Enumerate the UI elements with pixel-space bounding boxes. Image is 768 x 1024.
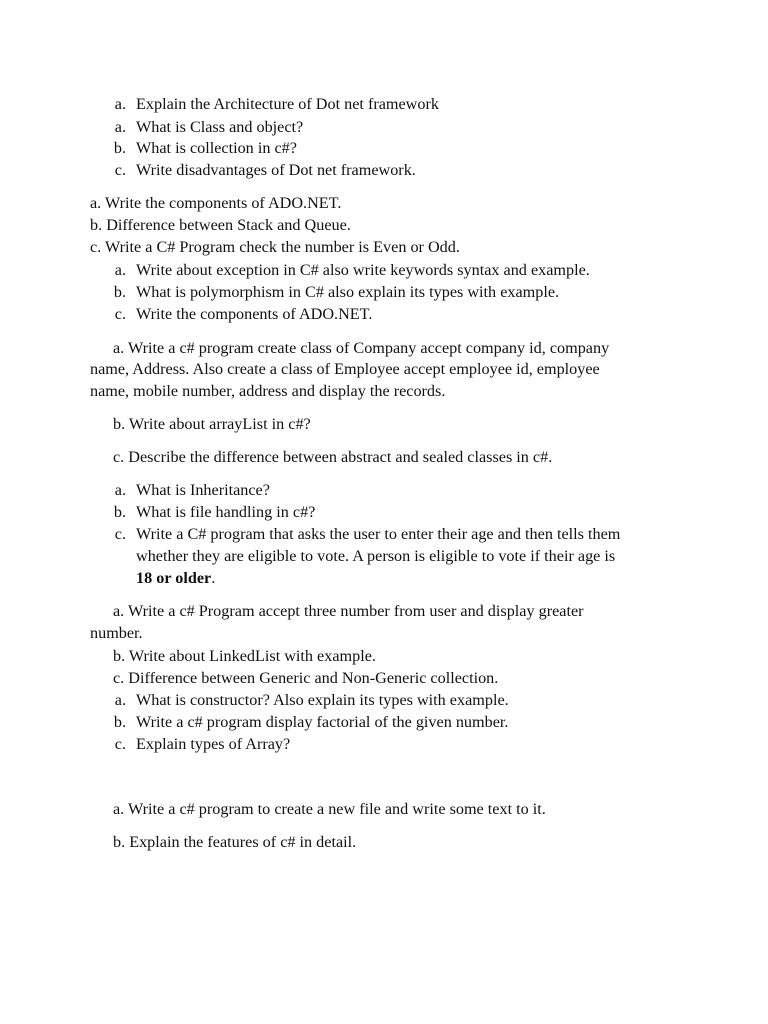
- list-item: c. Write the components of ADO.NET.: [114, 305, 373, 323]
- question-text: Write a C# program that asks the user to enter their age and then tells them: [136, 525, 621, 543]
- list-item: b. What is file handling in c#?: [113, 503, 316, 521]
- paragraph-line: c. Describe the difference between abstract and sealed classes in c#.: [113, 448, 553, 466]
- list-item: c. Write a C# program that asks the user to enter their age and then tells them: [114, 525, 621, 543]
- paragraph-line: a. Write a c# Program accept three number from user and display greater: [113, 602, 584, 620]
- list-item: a. What is Class and object?: [114, 118, 304, 136]
- question-text: Explain types of Array?: [136, 735, 291, 753]
- list-item: b. What is collection in c#?: [113, 139, 297, 157]
- question-text: Write about exception in C# also write keywords syntax and example.: [136, 261, 590, 279]
- paragraph-line: b. Write about LinkedList with example.: [113, 647, 376, 665]
- list-item: a. What is constructor? Also explain its types with example.: [114, 691, 509, 709]
- question-text: Write the components of ADO.NET.: [136, 305, 373, 323]
- emphasis-text: 18 or older: [136, 569, 212, 587]
- paragraph-line: name, Address. Also create a class of Employee accept employee id, employee: [90, 360, 600, 378]
- question-text-continued: whether they are eligible to vote. A person is eligible to vote if their age is: [136, 547, 616, 565]
- question-text: What is collection in c#?: [136, 139, 297, 157]
- paragraph-line: b. Explain the features of c# in detail.: [113, 833, 357, 851]
- list-item: a. What is Inheritance?: [114, 481, 270, 499]
- paragraph-line: a. Write the components of ADO.NET.: [90, 194, 342, 212]
- question-text: Explain the Architecture of Dot net framework: [136, 95, 439, 113]
- question-text-continued: 18 or older.: [136, 569, 216, 587]
- question-text: What is Class and object?: [136, 118, 304, 136]
- question-text: What is constructor? Also explain its types with example.: [136, 691, 509, 709]
- list-item: a. Explain the Architecture of Dot net framework: [114, 95, 439, 113]
- question-text: Write a c# program display factorial of the given number.: [136, 713, 509, 731]
- list-item: b. Write a c# program display factorial of the given number.: [113, 713, 509, 731]
- list-item: c. Write disadvantages of Dot net framework.: [114, 161, 416, 179]
- question-text: Write disadvantages of Dot net framework.: [136, 161, 416, 179]
- paragraph-line: name, mobile number, address and display the records.: [90, 382, 446, 400]
- paragraph-line: b. Difference between Stack and Queue.: [90, 216, 351, 234]
- paragraph-line: a. Write a c# program create class of Company accept company id, company: [113, 339, 610, 357]
- list-item: c. Explain types of Array?: [114, 735, 291, 753]
- paragraph-line: number.: [90, 624, 143, 642]
- paragraph-line: a. Write a c# program to create a new file and write some text to it.: [113, 800, 546, 818]
- question-text: What is Inheritance?: [136, 481, 270, 499]
- list-item: b. What is polymorphism in C# also explain its types with example.: [113, 283, 560, 301]
- question-text: What is polymorphism in C# also explain its types with example.: [136, 283, 560, 301]
- paragraph-line: c. Difference between Generic and Non-Generic collection.: [113, 669, 499, 687]
- question-text: What is file handling in c#?: [136, 503, 316, 521]
- paragraph-line: b. Write about arrayList in c#?: [113, 415, 311, 433]
- paragraph-line: c. Write a C# Program check the number is Even or Odd.: [90, 238, 460, 256]
- list-item: a. Write about exception in C# also write keywords syntax and example.: [114, 261, 590, 279]
